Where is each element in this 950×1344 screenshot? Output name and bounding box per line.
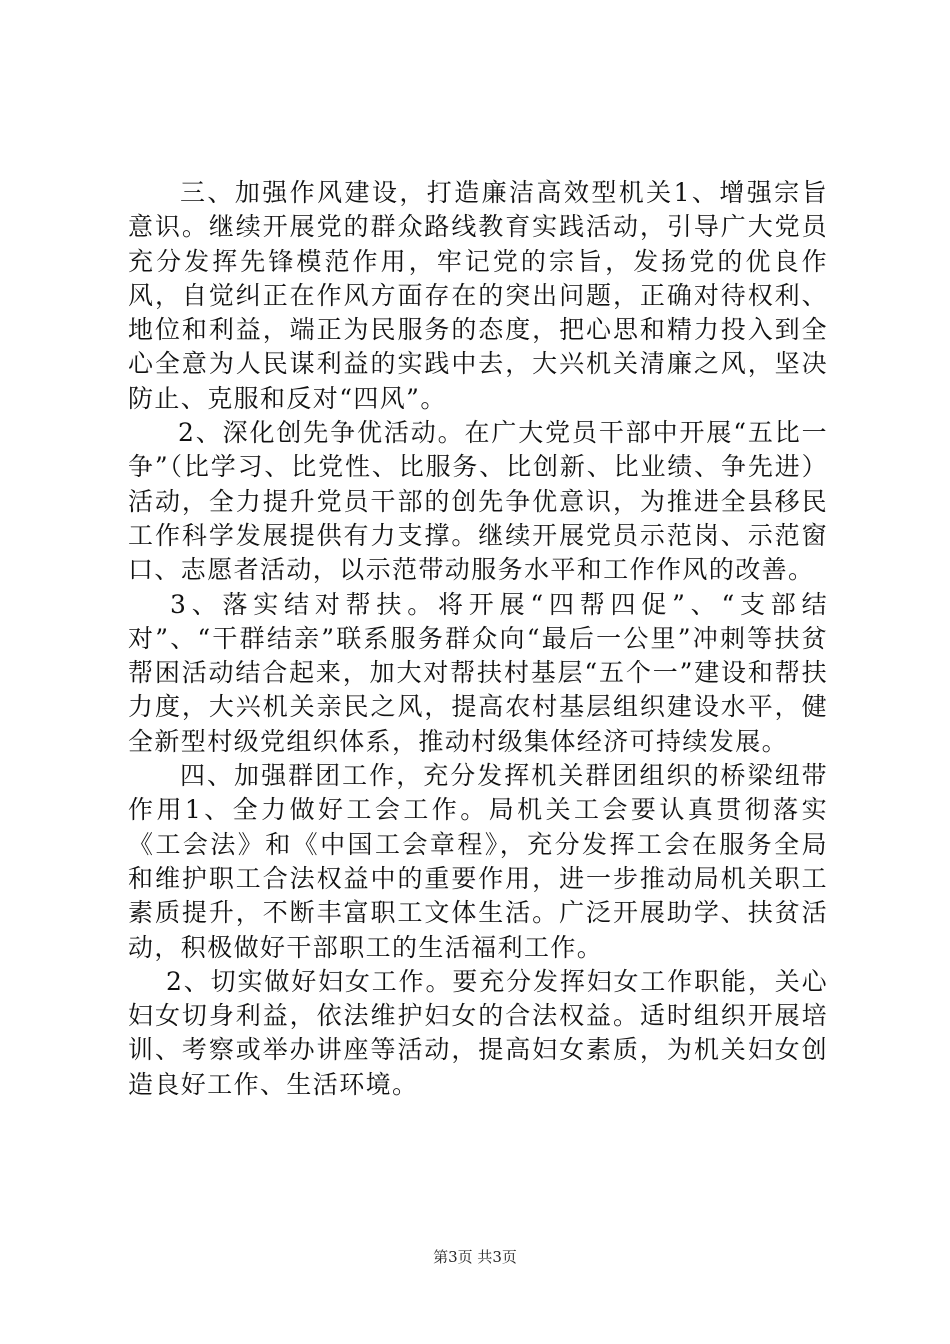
paragraph-excellence-activity: 2、深化创先争优活动。在广大党员干部中开展“五比一争”（比学习、比党性、比服务、比创新、比业绩、争先进）活动，全力提升党员干部的创先争优意识，为推进全县移民工作科学发展提供有力支撑。继续开展党员示范岗、示范窗口、志愿者活动，以示范带动服务水平和工作作风的改善。 xyxy=(128,418,828,585)
paragraph-paired-assistance: 3、落实结对帮扶。将开展“四帮四促”、“支部结对”、“干群结亲”联系服务群众向“最后一公里”冲刺等扶贫帮困活动结合起来，加大对帮扶村基层“五个一”建设和帮扶力度，大兴机关亲民之风，提高农村基层组织建设水平，健全新型村级党组织体系，推动村级集体经济可持续发展。 xyxy=(128,589,828,756)
document-body xyxy=(128,176,828,1102)
page-number-footer: 第3页 共3页 xyxy=(433,1248,517,1266)
paragraph-women-work: 2、切实做好妇女工作。要充分发挥妇女工作职能，关心妇女切身利益，依法维护妇女的合法权益。适时组织开展培训、考察或举办讲座等活动，提高妇女素质，为机关妇女创造良好工作、生活环境。 xyxy=(128,966,828,1099)
paragraph-mass-organizations: 四、加强群团工作，充分发挥机关群团组织的桥梁纽带作用1、全力做好工会工作。局机关工会要认真贯彻落实《工会法》和《中国工会章程》，充分发挥工会在服务全局和维护职工合法权益中的重要作用，进一步推动局机关职工素质提升，不断丰富职工文体生活。广泛开展助学、扶贫活动，积极做好干部职工的生活福利工作。 xyxy=(128,761,828,962)
paragraph-style-building: 三、加强作风建设，打造廉洁高效型机关1、增强宗旨意识。继续开展党的群众路线教育实践活动，引导广大党员充分发挥先锋模范作用，牢记党的宗旨，发扬党的优良作风，自觉纠正在作风方面存在的突出问题，正确对待权利、地位和利益，端正为民服务的态度，把心思和精力投入到全心全意为人民谋利益的实践中去，大兴机关清廉之风，坚决防止、克服和反对“四风”。 xyxy=(128,178,828,413)
